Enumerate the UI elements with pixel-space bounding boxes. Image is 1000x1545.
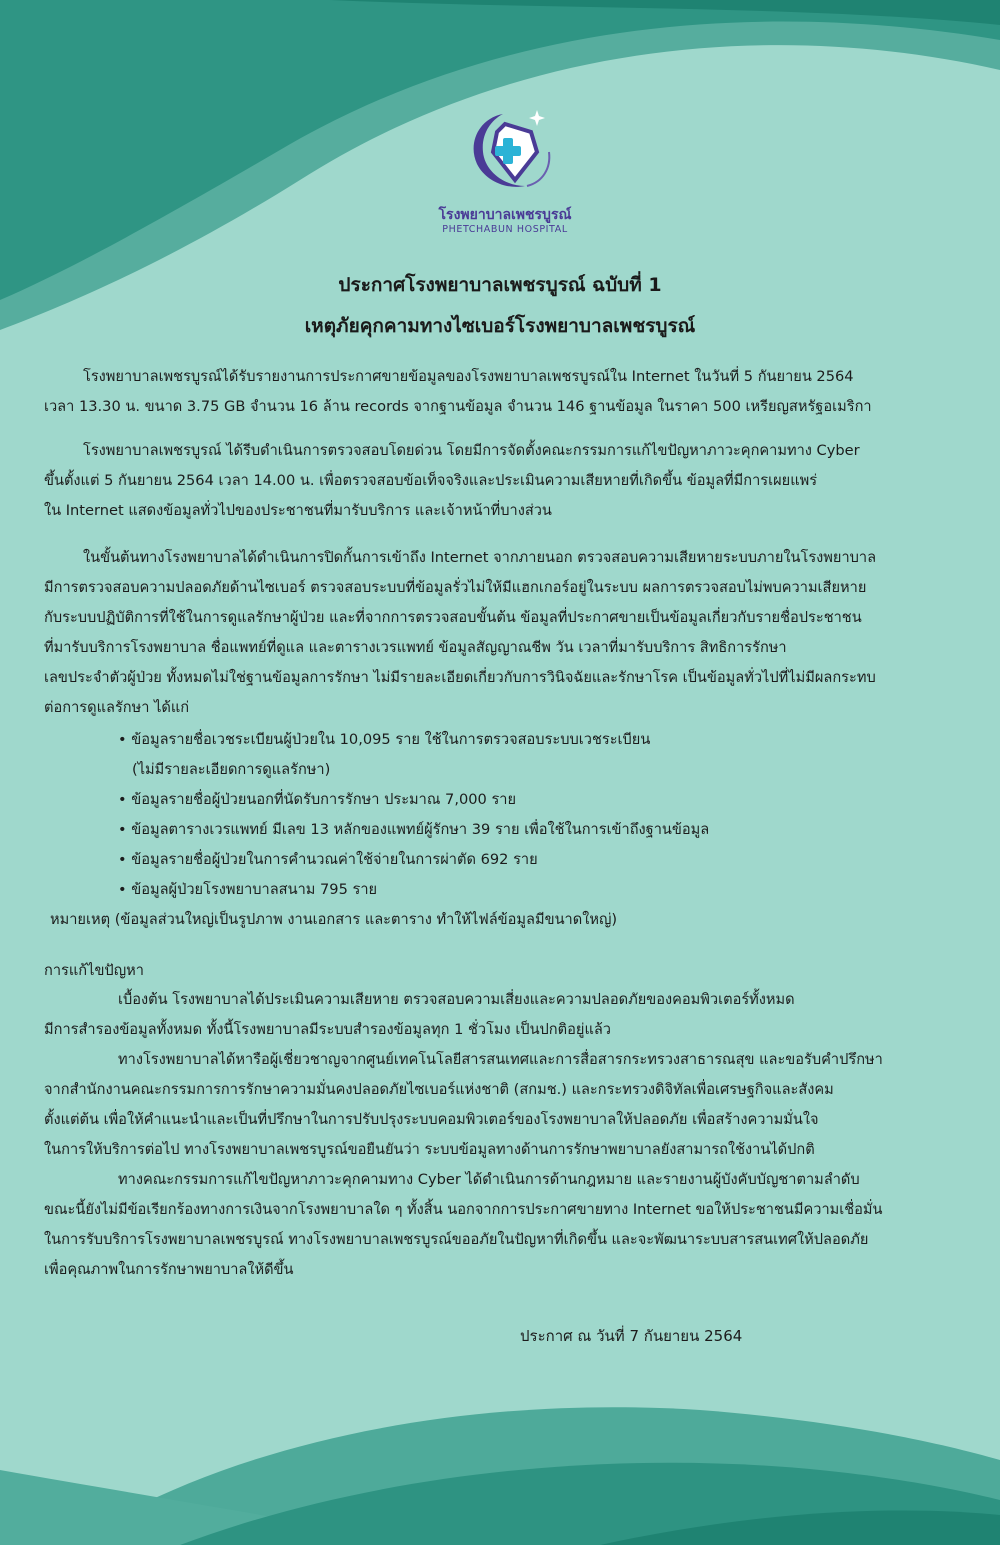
list-item: • ข้อมูลผู้ป่วยโรงพยาบาลสนาม 795 ราย [118,881,378,898]
paragraph-line: โรงพยาบาลเพชรบูรณ์ ได้รีบดำเนินการตรวจสอบโดยด่วน โดยมีการจัดตั้งคณะกรรมการแก้ไขปัญหาภาวะคุกคามทาง Cyber [83,442,860,459]
list-item: • ข้อมูลรายชื่อผู้ป่วยในการคำนวณค่าใช้จ่ายในการผ่าตัด 692 ราย [118,851,538,868]
paragraph-line: ใน Internet แสดงข้อมูลทั่วไปของประชาชนที่มารับบริการ และเจ้าหน้าที่บางส่วน [44,502,552,519]
paragraph-line: ทางคณะกรรมการแก้ไขปัญหาภาวะคุกคามทาง Cyber ได้ดำเนินการด้านกฎหมาย และรายงานผู้บังคับบัญชาตามลำดับ [118,1171,860,1188]
hospital-cross-diamond-icon [455,102,555,202]
paragraph-line: เบื้องต้น โรงพยาบาลได้ประเมินความเสียหาย ตรวจสอบความเสี่ยงและความปลอดภัยของคอมพิวเตอร์ทั้งหมด [118,991,795,1008]
list-item-continuation: (ไม่มีรายละเอียดการดูแลรักษา) [132,761,331,778]
paragraph-line: กับระบบปฏิบัติการที่ใช้ในการดูแลรักษาผู้ป่วย และที่จากการตรวจสอบขั้นต้น ข้อมูลที่ประกาศขายเป็นข้อมูลเกี่ยวกับรายชื่อประชาชน [44,609,862,626]
paragraph-line: ที่มารับบริการโรงพยาบาล ชื่อแพทย์ที่ดูแล และตารางเวรแพทย์ ข้อมูลสัญญาณชีพ วัน เวลาที่มารับบริการ สิทธิการรักษา [44,639,787,656]
list-item: • ข้อมูลรายชื่อเวชระเบียนผู้ป่วยใน 10,095 ราย ใช้ในการตรวจสอบระบบเวชระเบียน [118,731,651,748]
logo-name-english: PHETCHABUN HOSPITAL [442,224,568,235]
paragraph-line: ขณะนี้ยังไม่มีข้อเรียกร้องทางการเงินจากโรงพยาบาลใด ๆ ทั้งสิ้น นอกจากการประกาศขายทาง Internet ขอให้ประชาชนมีความเชื่อมั่น [44,1201,883,1218]
paragraph-line: ในขั้นต้นทางโรงพยาบาลได้ดำเนินการปิดกั้นการเข้าถึง Internet จากภายนอก ตรวจสอบความเสียหายระบบภายในโรงพยาบาล [83,549,877,566]
announcement-subtitle: เหตุภัยคุกคามทางไซเบอร์โรงพยาบาลเพชรบูรณ์ [304,315,696,337]
paragraph-line: เลขประจำตัวผู้ป่วย ทั้งหมดไม่ใช่ฐานข้อมูลการรักษา ไม่มีรายละเอียดเกี่ยวกับการวินิจฉัยและรักษาโรค เป็นข้อมูลทั่วไปที่ไม่มีผลกระทบ [44,669,876,686]
paragraph-line: จากสำนักงานคณะกรรมการการรักษาความมั่นคงปลอดภัยไซเบอร์แห่งชาติ (สกมช.) และกระทรวงดิจิทัลเพื่อเศรษฐกิจและสังคม [44,1081,834,1098]
paragraph-line: ในการให้บริการต่อไป ทางโรงพยาบาลเพชรบูรณ์ขอยืนยันว่า ระบบข้อมูลทางด้านการรักษาพยาบาลยังสามารถใช้งานได้ปกติ [44,1141,815,1158]
paragraph-line: มีการสำรองข้อมูลทั้งหมด ทั้งนี้โรงพยาบาลมีระบบสำรองข้อมูลทุก 1 ชั่วโมง เป็นปกติอยู่แล้ว [44,1021,611,1038]
announcement-title: ประกาศโรงพยาบาลเพชรบูรณ์ ฉบับที่ 1 [338,274,662,296]
note: หมายเหตุ (ข้อมูลส่วนใหญ่เป็นรูปภาพ งานเอกสาร และตาราง ทำให้ไฟล์ข้อมูลมีขนาดใหญ่) [50,911,618,928]
paragraph-line: ทางโรงพยาบาลได้หารือผู้เชี่ยวชาญจากศูนย์เทคโนโลยีสารสนเทศและการสื่อสารกระทรวงสาธารณสุข และขอรับคำปรึกษา [118,1051,883,1068]
paragraph-line: โรงพยาบาลเพชรบูรณ์ได้รับรายงานการประกาศขายข้อมูลของโรงพยาบาลเพชรบูรณ์ใน Internet ในวันที่ 5 กันยายน 2564 [83,368,854,385]
paragraph-line: เวลา 13.30 น. ขนาด 3.75 GB จำนวน 16 ล้าน records จากฐานข้อมูล จำนวน 146 ฐานข้อมูล ในราคา 500 เหรียญสหรัฐอเมริกา [44,398,872,415]
hospital-logo [430,100,580,250]
announcement-date: ประกาศ ณ วันที่ 7 กันยายน 2564 [520,1327,743,1345]
list-item: • ข้อมูลตารางเวรแพทย์ มีเลข 13 หลักของแพทย์ผู้รักษา 39 ราย เพื่อใช้ในการเข้าถึงฐานข้อมูล [118,821,710,838]
paragraph-line: ในการรับบริการโรงพยาบาลเพชรบูรณ์ ทางโรงพยาบาลเพชรบูรณ์ขออภัยในปัญหาที่เกิดขึ้น และจะพัฒนาระบบสารสนเทศให้ปลอดภัย [44,1231,869,1248]
paragraph-line: ต่อการดูแลรักษา ได้แก่ [44,699,190,716]
section-heading: การแก้ไขปัญหา [44,962,144,979]
logo-name-thai: โรงพยาบาลเพชรบูรณ์ [438,207,572,223]
list-item: • ข้อมูลรายชื่อผู้ป่วยนอกที่นัดรับการรักษา ประมาณ 7,000 ราย [118,791,517,808]
paragraph-line: มีการตรวจสอบความปลอดภัยด้านไซเบอร์ ตรวจสอบระบบที่ข้อมูลรั่วไม่ให้มีแฮกเกอร์อยู่ในระบบ ผลการตรวจสอบไม่พบความเสียหาย [44,579,867,596]
paragraph-line: ขึ้นตั้งแต่ 5 กันยายน 2564 เวลา 14.00 น. เพื่อตรวจสอบข้อเท็จจริงและประเมินความเสียหายที่เกิดขึ้น ข้อมูลที่มีการเผยแพร่ [44,472,818,489]
paragraph-line: เพื่อคุณภาพในการรักษาพยาบาลให้ดีขึ้น [44,1261,294,1278]
paragraph-line: ตั้งแต่ต้น เพื่อให้คำแนะนำและเป็นที่ปรึกษาในการปรับปรุงระบบคอมพิวเตอร์ของโรงพยาบาลให้ปลอดภัย เพื่อสร้างความมั่นใจ [44,1111,819,1128]
